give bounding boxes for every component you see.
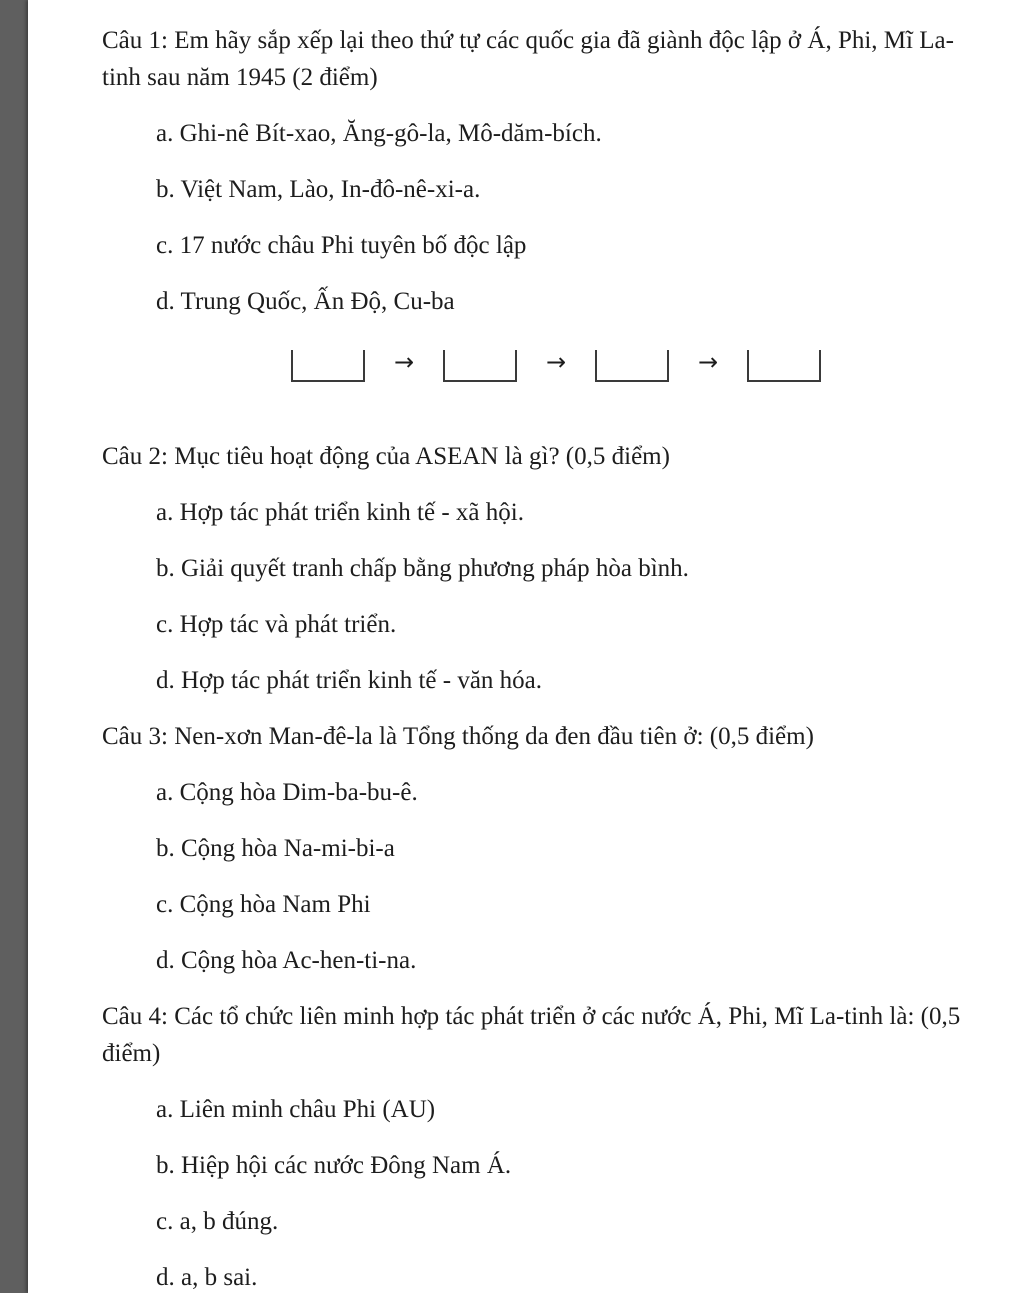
answer-order-row bbox=[291, 342, 962, 382]
option-item: b. Việt Nam, Lào, In-đô-nê-xi-a. bbox=[156, 176, 481, 203]
question-1-text: Em hãy sắp xếp lại theo thứ tự các quốc gia đã giành độc lập ở Á, Phi, Mĩ La-tinh sau năm 1945 (2 điểm) bbox=[102, 27, 954, 91]
option-item: a. Liên minh châu Phi (AU) bbox=[156, 1096, 436, 1123]
question-3-options bbox=[102, 774, 962, 979]
question-2-options bbox=[102, 494, 962, 699]
option-item: a. Cộng hòa Dim-ba-bu-ê. bbox=[156, 779, 418, 806]
option-item: a. Ghi-nê Bít-xao, Ăng-gô-la, Mô-dăm-bích. bbox=[156, 120, 602, 147]
option-item: b. Cộng hòa Na-mi-bi-a bbox=[156, 835, 395, 862]
question-2-text: Mục tiêu hoạt động của ASEAN là gì? (0,5 điểm) bbox=[174, 443, 670, 470]
question-3 bbox=[102, 718, 962, 755]
option-item: d. a, b sai. bbox=[156, 1264, 258, 1291]
right-arrow-icon: → bbox=[393, 348, 415, 376]
right-arrow-icon: → bbox=[697, 348, 719, 376]
option-item: c. a, b đúng. bbox=[156, 1208, 279, 1235]
question-1 bbox=[102, 22, 962, 96]
question-1-label: Câu 1: bbox=[102, 27, 168, 54]
question-1-options bbox=[102, 115, 962, 320]
question-3-label: Câu 3: bbox=[102, 723, 168, 750]
option-item: b. Hiệp hội các nước Đông Nam Á. bbox=[156, 1152, 512, 1179]
option-item: a. Hợp tác phát triển kinh tế - xã hội. bbox=[156, 499, 524, 526]
question-2-label: Câu 2: bbox=[102, 443, 168, 470]
question-4-text: Các tổ chức liên minh hợp tác phát triển ở các nước Á, Phi, Mĩ La-tinh là: (0,5 điểm) bbox=[102, 1003, 961, 1067]
page-content bbox=[102, 22, 962, 1293]
answer-box-1[interactable] bbox=[291, 350, 365, 382]
answer-box-3[interactable] bbox=[595, 350, 669, 382]
question-4 bbox=[102, 998, 962, 1072]
question-2 bbox=[102, 438, 962, 475]
option-item: b. Giải quyết tranh chấp bằng phương pháp hòa bình. bbox=[156, 555, 689, 582]
option-item: c. Cộng hòa Nam Phi bbox=[156, 891, 371, 918]
document-page bbox=[28, 0, 1024, 1293]
answer-box-2[interactable] bbox=[443, 350, 517, 382]
question-3-text: Nen-xơn Man-đê-la là Tổng thống da đen đầu tiên ở: (0,5 điểm) bbox=[174, 723, 814, 750]
question-4-options bbox=[102, 1091, 962, 1293]
question-4-label: Câu 4: bbox=[102, 1003, 168, 1030]
option-item: d. Hợp tác phát triển kinh tế - văn hóa. bbox=[156, 667, 543, 694]
option-item: c. Hợp tác và phát triển. bbox=[156, 611, 397, 638]
right-arrow-icon: → bbox=[545, 348, 567, 376]
option-item: d. Cộng hòa Ac-hen-ti-na. bbox=[156, 947, 417, 974]
option-item: d. Trung Quốc, Ấn Độ, Cu-ba bbox=[156, 288, 455, 315]
answer-box-4[interactable] bbox=[747, 350, 821, 382]
option-item: c. 17 nước châu Phi tuyên bố độc lập bbox=[156, 232, 527, 259]
